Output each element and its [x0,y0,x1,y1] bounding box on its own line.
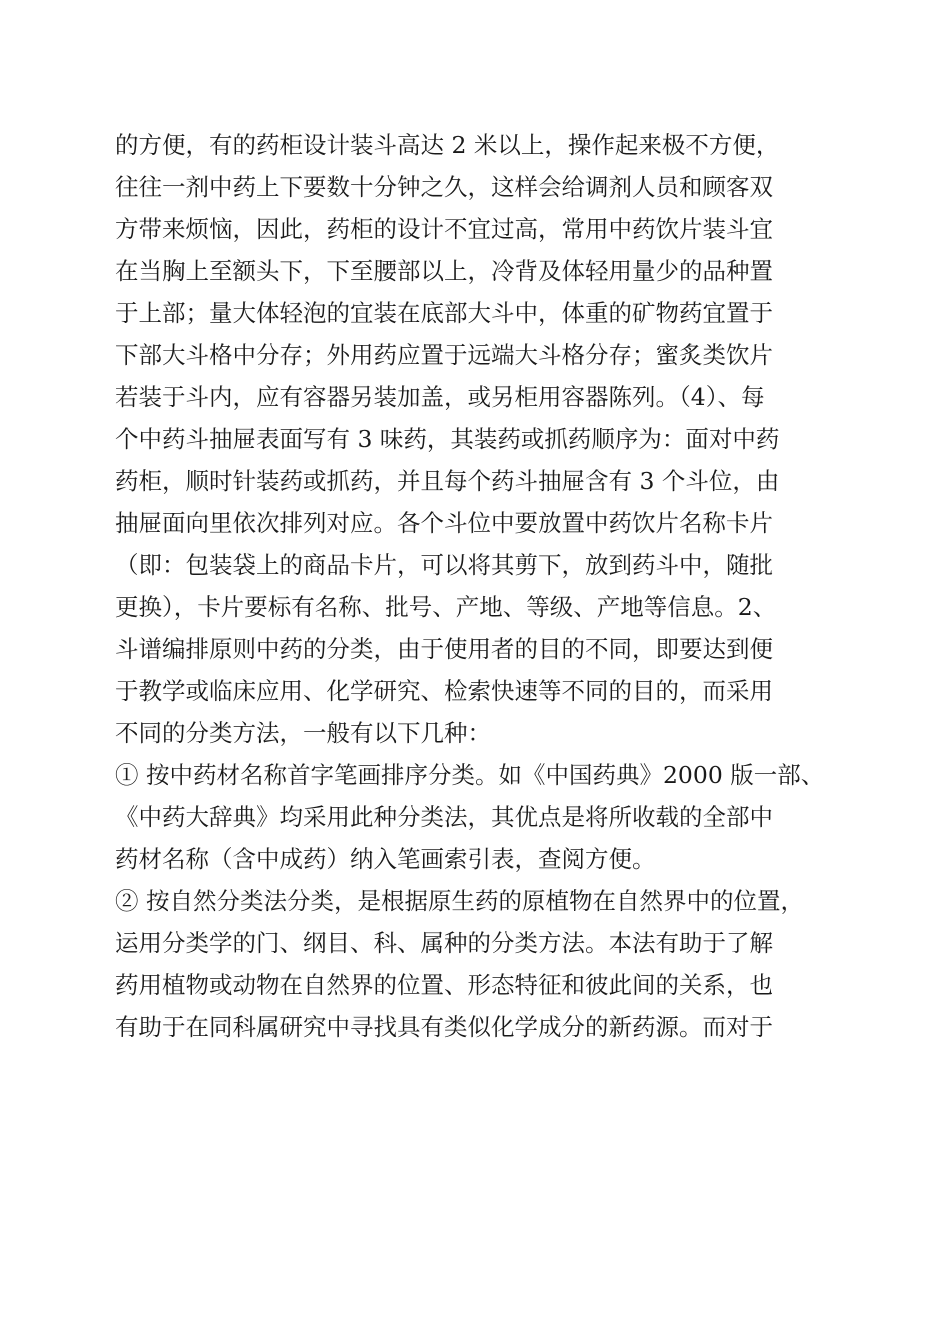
text-line: 方带来烦恼，因此，药柜的设计不宜过高，常用中药饮片装斗宜 [115,215,773,243]
text-line: 往往一剂中药上下要数十分钟之久，这样会给调剂人员和顾客双 [115,173,773,201]
text-line: 个中药斗抽屉表面写有 3 味药，其装药或抓药顺序为：面对中药 [115,425,780,453]
text-line: （即：包装袋上的商品卡片，可以将其剪下，放到药斗中，随批 [115,551,773,579]
text-line: 斗谱编排原则中药的分类，由于使用者的目的不同，即要达到便 [115,635,773,663]
list-item-text: 运用分类学的门、纲目、科、属种的分类方法。本法有助于了解 [115,929,773,957]
text-line: 抽屉面向里依次排列对应。各个斗位中要放置中药饮片名称卡片 [115,509,773,537]
list-item-text: 《中药大辞典》均采用此种分类法，其优点是将所收载的全部中 [115,803,773,831]
text-line: 的方便，有的药柜设计装斗高达 2 米以上，操作起来极不方便， [115,131,780,159]
text-line: 更换），卡片要标有名称、批号、产地、等级、产地等信息。2、 [115,593,777,621]
text-line: 若装于斗内，应有容器另装加盖，或另柜用容器陈列。（4）、每 [115,383,765,411]
list-item-text: 有助于在同科属研究中寻找具有类似化学成分的新药源。而对于 [115,1013,773,1041]
list-item-text: 药材名称（含中成药）纳入笔画索引表，查阅方便。 [115,845,656,873]
list-item-text: ② 按自然分类法分类，是根据原生药的原植物在自然界中的位置， [115,887,804,915]
text-line: 于教学或临床应用、化学研究、检索快速等不同的目的，而采用 [115,677,773,705]
text-line: 药柜，顺时针装药或抓药，并且每个药斗抽屉含有 3 个斗位，由 [115,467,780,495]
text-line: 于上部；量大体轻泡的宜装在底部大斗中，体重的矿物药宜置于 [115,299,773,327]
text-line: 不同的分类方法，一般有以下几种： [115,719,491,747]
list-item-text: 药用植物或动物在自然界的位置、形态特征和彼此间的关系，也 [115,971,773,999]
text-line: 在当胸上至额头下，下至腰部以上，冷背及体轻用量少的品种置 [115,257,773,285]
text-line: 下部大斗格中分存；外用药应置于远端大斗格分存；蜜炙类饮片 [115,341,773,369]
list-item-text: ① 按中药材名称首字笔画排序分类。如《中国药典》2000 版一部、 [115,761,825,789]
